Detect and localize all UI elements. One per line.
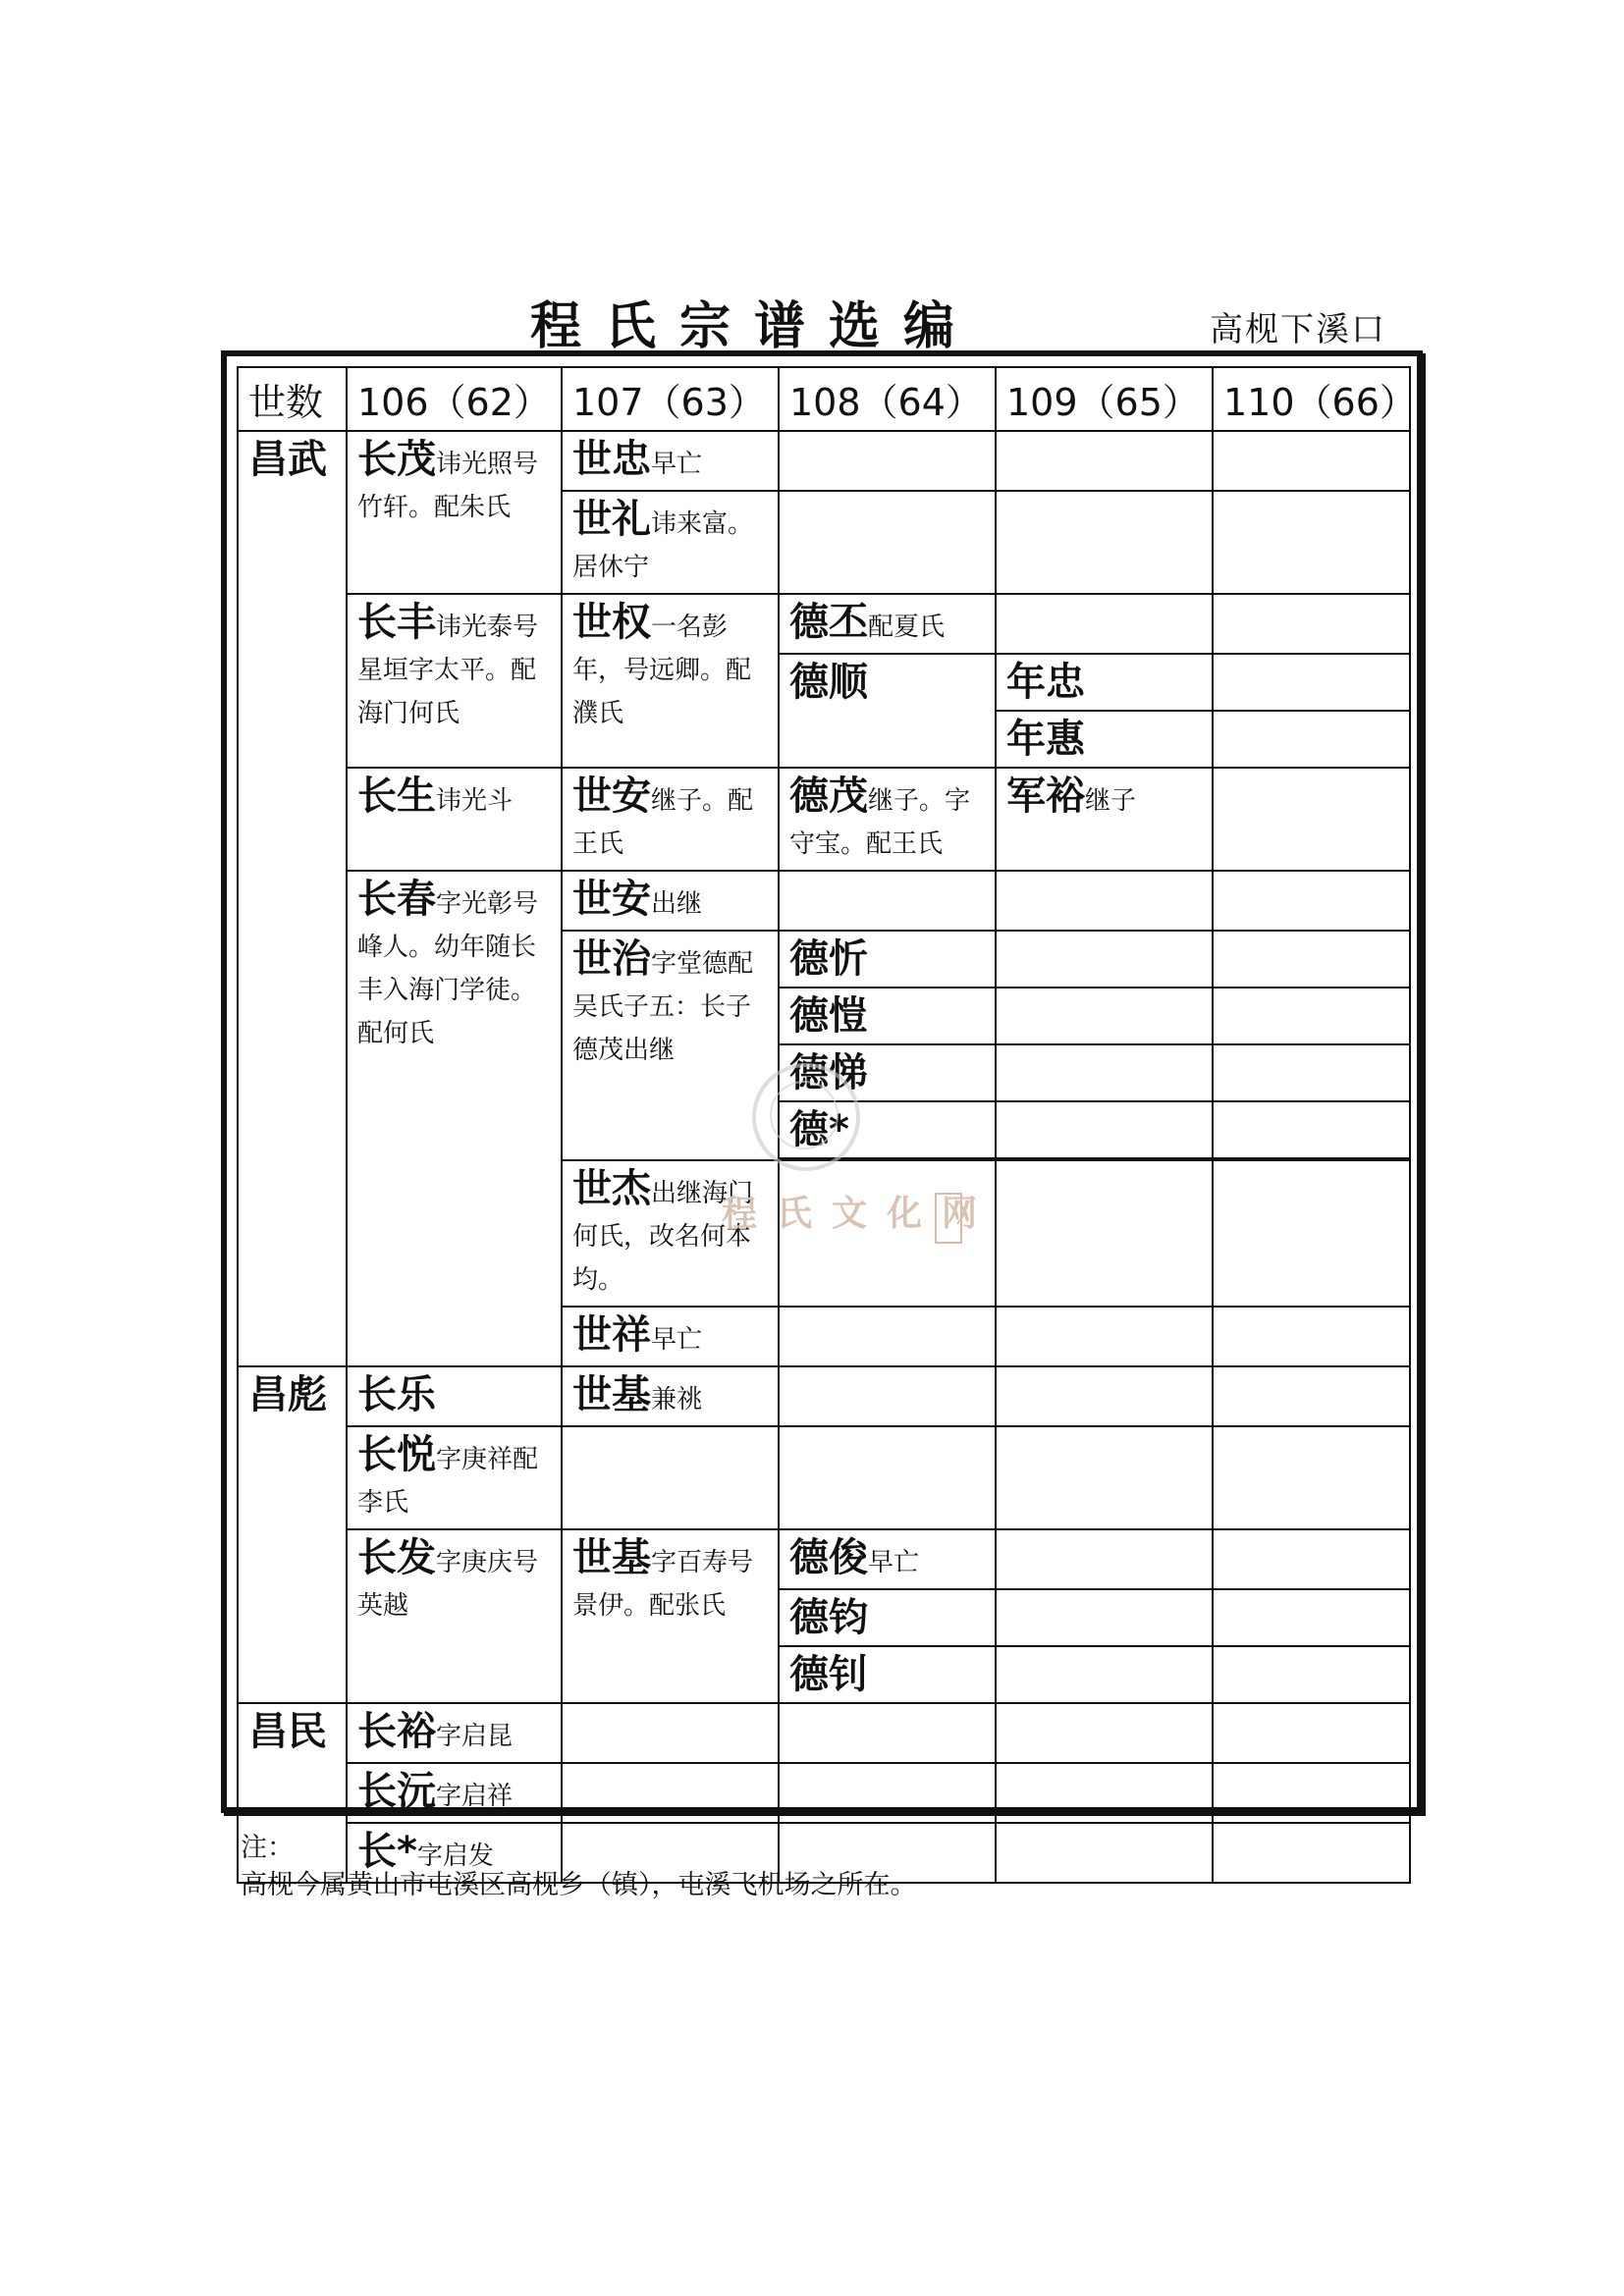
person-desc: 讳光斗 xyxy=(436,786,514,816)
empty-cell xyxy=(996,1763,1213,1823)
person-name: 长沅 xyxy=(357,1769,436,1814)
empty-cell xyxy=(996,594,1213,654)
group-cell xyxy=(238,431,347,1366)
person-cell xyxy=(779,1529,996,1589)
person-name: 长春 xyxy=(357,877,436,922)
person-name: 德顺 xyxy=(789,660,868,705)
empty-cell xyxy=(1213,1823,1410,1883)
person-name: 长生 xyxy=(357,774,436,819)
empty-cell xyxy=(1213,711,1410,768)
empty-cell xyxy=(996,1646,1213,1703)
empty-cell xyxy=(1213,1366,1410,1426)
empty-cell xyxy=(996,1703,1213,1763)
person-name: 年惠 xyxy=(1006,717,1085,762)
empty-cell xyxy=(996,1426,1213,1529)
person-desc: 讳光照号竹轩。配朱氏 xyxy=(357,450,539,522)
person-desc: 出继 xyxy=(651,889,703,919)
person-desc: 字启发 xyxy=(416,1842,494,1871)
person-cell xyxy=(347,871,562,1366)
empty-cell xyxy=(779,871,996,931)
person-cell xyxy=(347,1703,562,1763)
header-row xyxy=(238,367,1410,431)
empty-cell xyxy=(779,1703,996,1763)
person-desc: 出继海门何氏，改名何本均。 xyxy=(572,1179,754,1295)
empty-cell xyxy=(996,1823,1213,1883)
person-name: 德茂 xyxy=(789,774,868,819)
empty-cell xyxy=(562,1763,779,1823)
empty-cell xyxy=(996,1101,1213,1158)
group-name: 昌彪 xyxy=(248,1372,327,1417)
person-cell xyxy=(562,594,779,768)
person-desc: 字启昆 xyxy=(436,1722,514,1751)
person-name: 年忠 xyxy=(1006,660,1085,705)
empty-cell xyxy=(1213,1646,1410,1703)
person-name: 世基 xyxy=(572,1372,651,1417)
empty-cell xyxy=(996,1044,1213,1101)
person-cell xyxy=(779,1589,996,1646)
person-name: 德丕 xyxy=(789,600,868,645)
empty-cell xyxy=(996,1366,1213,1426)
person-name: 世杰 xyxy=(572,1166,651,1211)
person-desc: 字堂德配吴氏子五：长子德茂出继 xyxy=(572,949,754,1065)
empty-cell xyxy=(1213,1101,1410,1158)
person-cell xyxy=(779,1646,996,1703)
person-desc: 讳来富。居休宁 xyxy=(572,509,754,582)
person-desc: 继子。字守宝。配王氏 xyxy=(789,786,971,859)
header-107: 107（63） xyxy=(562,367,779,431)
person-name: 长悦 xyxy=(357,1432,436,1477)
person-cell xyxy=(562,1366,779,1426)
person-name: 德愷 xyxy=(789,993,868,1039)
person-desc: 字庚祥配李氏 xyxy=(357,1445,539,1518)
group-name: 昌民 xyxy=(248,1709,327,1754)
person-cell xyxy=(562,1529,779,1703)
person-name: 长裕 xyxy=(357,1709,436,1754)
group-cell xyxy=(238,1366,347,1703)
empty-cell xyxy=(1213,1703,1410,1763)
header-108: 108（64） xyxy=(779,367,996,431)
empty-cell xyxy=(1213,871,1410,931)
person-cell xyxy=(779,988,996,1044)
person-name: 长茂 xyxy=(357,437,436,482)
person-desc: 早亡 xyxy=(651,1325,703,1355)
person-cell xyxy=(562,931,779,1160)
person-cell xyxy=(779,654,996,768)
person-name: 世基 xyxy=(572,1535,651,1580)
watermark-stamp xyxy=(935,1193,962,1244)
person-cell xyxy=(562,871,779,931)
person-name: 世忠 xyxy=(572,437,651,482)
person-cell xyxy=(562,768,779,871)
person-cell xyxy=(779,931,996,988)
person-cell xyxy=(347,1426,562,1529)
person-name: 世祥 xyxy=(572,1312,651,1358)
empty-cell xyxy=(1213,1589,1410,1646)
person-desc: 字百寿号景伊。配张氏 xyxy=(572,1548,754,1621)
page-subtitle: 高枧下溪口 xyxy=(1210,310,1386,349)
person-name: 世安 xyxy=(572,774,651,819)
empty-cell xyxy=(996,1589,1213,1646)
person-cell xyxy=(562,1307,779,1366)
person-cell xyxy=(347,594,562,768)
empty-cell xyxy=(1213,1160,1410,1307)
person-name: 世治 xyxy=(572,936,651,982)
empty-cell xyxy=(1213,491,1410,594)
empty-cell xyxy=(996,1529,1213,1589)
person-desc: 兼祧 xyxy=(651,1385,703,1415)
page-title: 程氏宗谱选编 xyxy=(530,297,979,356)
person-cell xyxy=(996,654,1213,711)
person-desc: 早亡 xyxy=(651,450,703,479)
header-106: 106（62） xyxy=(347,367,562,431)
header-109: 109（65） xyxy=(996,367,1213,431)
empty-cell xyxy=(562,1426,779,1529)
person-cell xyxy=(347,1366,562,1426)
person-desc: 字启祥 xyxy=(436,1782,514,1811)
empty-cell xyxy=(779,431,996,491)
empty-cell xyxy=(1213,1426,1410,1529)
person-desc: 字庚庆号英越 xyxy=(357,1548,539,1621)
person-name: 长发 xyxy=(357,1535,436,1580)
empty-cell xyxy=(996,871,1213,931)
empty-cell xyxy=(779,1366,996,1426)
person-cell xyxy=(779,768,996,871)
person-name: 世权 xyxy=(572,600,651,645)
empty-cell xyxy=(1213,1529,1410,1589)
seal-inner-ring xyxy=(770,1081,839,1149)
empty-cell xyxy=(779,491,996,594)
person-desc: 字光彰号峰人。幼年随长丰入海门学徒。配何氏 xyxy=(357,889,539,1048)
watermark-text: 程氏文化网 xyxy=(722,1193,998,1234)
seal-stamp xyxy=(752,1063,860,1171)
empty-cell xyxy=(779,1307,996,1366)
person-cell xyxy=(347,1763,562,1823)
person-desc: 继子 xyxy=(1085,786,1137,816)
person-name: 德悌 xyxy=(789,1050,868,1095)
person-name: 长乐 xyxy=(357,1372,436,1417)
person-cell xyxy=(562,431,779,491)
empty-cell xyxy=(779,1763,996,1823)
person-name: 德钧 xyxy=(789,1595,868,1640)
person-name: 世礼 xyxy=(572,497,651,542)
person-desc: 一名彭年，号远卿。配濮氏 xyxy=(572,613,752,728)
person-cell xyxy=(996,768,1213,871)
person-cell xyxy=(996,711,1213,768)
empty-cell xyxy=(996,931,1213,988)
empty-cell xyxy=(1213,931,1410,988)
empty-cell xyxy=(1213,654,1410,711)
person-cell xyxy=(562,491,779,594)
person-name: 军裕 xyxy=(1006,774,1085,819)
empty-cell xyxy=(1213,1307,1410,1366)
empty-cell xyxy=(1213,1044,1410,1101)
empty-cell xyxy=(1213,1763,1410,1823)
empty-cell xyxy=(996,1160,1213,1307)
empty-cell xyxy=(996,1307,1213,1366)
person-name: 德忻 xyxy=(789,936,868,982)
person-cell xyxy=(347,431,562,594)
person-desc: 配夏氏 xyxy=(868,613,946,642)
person-name: 长丰 xyxy=(357,600,436,645)
person-desc: 继子。配王氏 xyxy=(572,786,754,859)
empty-cell xyxy=(562,1703,779,1763)
person-name: 德钊 xyxy=(789,1652,868,1697)
person-name: 长* xyxy=(357,1829,417,1874)
person-cell xyxy=(347,768,562,871)
note-label: 注： xyxy=(241,1833,294,1863)
empty-cell xyxy=(996,988,1213,1044)
empty-cell xyxy=(1213,594,1410,654)
group-name: 昌武 xyxy=(248,437,327,482)
empty-cell xyxy=(1213,431,1410,491)
person-desc: 早亡 xyxy=(868,1548,920,1577)
person-cell xyxy=(347,1529,562,1703)
person-desc: 讳光泰号星垣字太平。配海门何氏 xyxy=(357,613,539,728)
empty-cell xyxy=(1213,768,1410,871)
person-name: 世安 xyxy=(572,877,651,922)
person-name: 德俊 xyxy=(789,1535,868,1580)
header-110: 110（66） xyxy=(1213,367,1410,431)
empty-cell xyxy=(1213,988,1410,1044)
header-generation: 世数 xyxy=(238,367,347,431)
note-text: 高枧今属黄山市屯溪区高枧乡（镇），屯溪飞机场之所在。 xyxy=(241,1870,917,1900)
person-cell xyxy=(779,594,996,654)
empty-cell xyxy=(779,1426,996,1529)
empty-cell xyxy=(996,431,1213,491)
empty-cell xyxy=(996,491,1213,594)
person-name: 德* xyxy=(789,1107,849,1152)
